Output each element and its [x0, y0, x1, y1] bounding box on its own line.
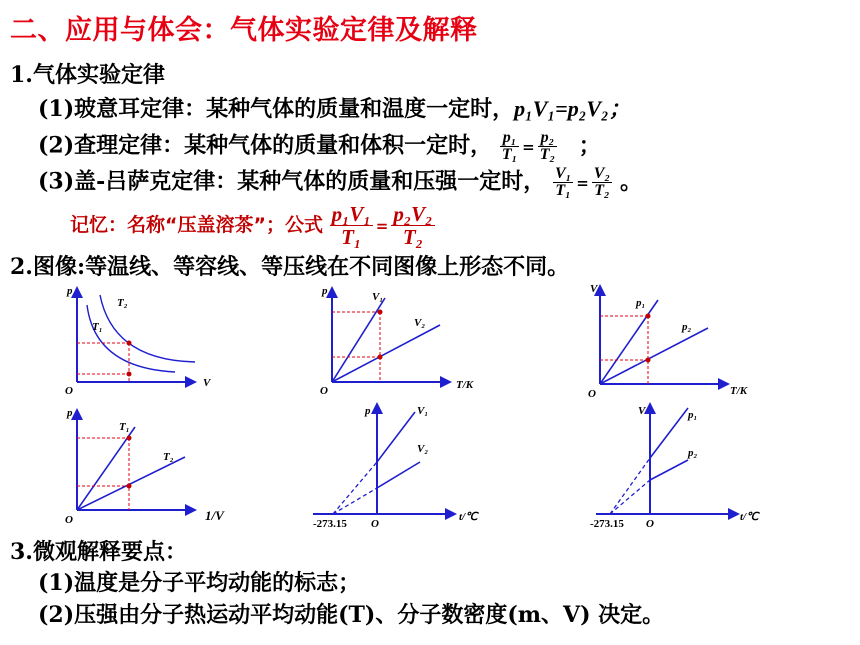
page-title: 二、应用与体会：气体实验定律及解释 [10, 15, 478, 46]
graph-p-inv-v [55, 402, 245, 527]
x-axis-label: t/℃ [459, 511, 478, 523]
law2-text: (2)查理定律：某种气体的质量和体积一定时， [38, 132, 493, 159]
isochore-v1 [332, 298, 385, 382]
curve2-label: T₂ [117, 297, 128, 309]
law3-fraction-1 [553, 166, 573, 199]
curve2-label: p₂ [688, 447, 698, 459]
x-axis-label: V [203, 377, 211, 389]
curve2-label: V₂ [417, 443, 429, 455]
section2-heading [10, 254, 569, 280]
memo-fraction-1 [330, 203, 373, 248]
law2-end: ； [578, 132, 601, 159]
origin-label: O [588, 388, 596, 398]
curve1-label: T₁ [119, 421, 130, 433]
curve1-label: V₁ [417, 405, 429, 417]
law2-frac2-num: p₂ [538, 130, 557, 147]
memo-frac1-num: p₁V₁ [331, 202, 371, 226]
section3-heading [10, 535, 187, 566]
extrapolation-p1 [610, 458, 650, 514]
y-axis-label: V [638, 405, 646, 417]
law2 [38, 130, 601, 163]
origin-label: O [371, 518, 379, 530]
intercept-label: -273.15 [313, 518, 347, 530]
memo-text: 记忆：名称“压盖溶茶”；公式 [70, 214, 323, 236]
law3-text: (3)盖-吕萨克定律：某种气体的质量和压强一定时， [38, 168, 546, 195]
origin-label: O [320, 385, 328, 395]
x-axis-label: T/K [730, 385, 748, 397]
y-axis-label: p [67, 285, 73, 297]
origin-label: O [646, 518, 654, 530]
isobar-p2 [650, 460, 688, 480]
law3-equals: = [576, 173, 589, 192]
x-axis-label: T/K [456, 379, 474, 391]
graph-p-v [55, 280, 230, 395]
y-axis-label: p [365, 405, 371, 417]
graph-v-t [578, 280, 768, 398]
law3-frac1-num: V₁ [554, 165, 572, 182]
extrapolation-v2 [333, 488, 377, 514]
law3-frac2-num: V₂ [593, 165, 611, 182]
isobar-p2 [600, 328, 708, 384]
curve1-label: V₁ [372, 291, 384, 303]
law2-frac1-num: p₁ [500, 130, 519, 147]
curve1-label: T₁ [92, 321, 103, 333]
isotherm-t2 [100, 295, 195, 362]
law1 [38, 96, 631, 122]
graph-p-t [310, 280, 500, 395]
origin-label: O [65, 385, 73, 395]
curve1-label: p₁ [636, 297, 646, 309]
isotherm-t2 [77, 457, 185, 510]
section1-heading [10, 62, 165, 88]
curve2-label: T₂ [163, 451, 174, 463]
y-axis-label: p [67, 407, 73, 419]
section3-point2 [38, 598, 664, 629]
isotherm-t1 [87, 305, 175, 372]
law1-formula: p₁V₁=p₂V₂； [514, 96, 631, 121]
memo-fraction-2 [391, 203, 434, 248]
law2-frac2-den: T₂ [539, 146, 556, 163]
law2-fraction-2 [538, 130, 557, 163]
extrapolation-v1 [333, 462, 377, 514]
curve1-label: p₁ [688, 409, 698, 421]
law1-text: (1)玻意耳定律：某种气体的质量和温度一定时， [38, 96, 515, 122]
memo-equals: = [375, 216, 389, 235]
graph-p-t-celsius [305, 400, 505, 532]
memo-frac1-den: T₁ [341, 225, 362, 249]
law3-frac1-den: T₁ [555, 182, 571, 199]
point1-text: (1)温度是分子平均动能的标志； [38, 570, 361, 596]
intercept-label: -273.15 [590, 518, 624, 530]
curve2-label: V₂ [414, 317, 426, 329]
y-axis-label: V [590, 283, 598, 295]
law3-end: 。 [620, 168, 643, 195]
isochore-v2 [377, 462, 420, 488]
isotherm-t1 [77, 427, 135, 510]
isobar-p1 [650, 408, 688, 458]
curve2-label: p₂ [682, 321, 692, 333]
x-axis-label: 1/V [205, 508, 224, 523]
section2-heading-text: 2.图像:等温线、等容线、等压线在不同图像上形态不同。 [10, 254, 570, 280]
law2-frac1-den: T₁ [501, 146, 518, 163]
origin-label: O [65, 514, 73, 526]
memo-frac2-den: T₂ [402, 225, 423, 249]
point2-text: (2)压强由分子热运动平均动能(T)、分子数密度(m、V) 决定。 [38, 602, 665, 628]
y-axis-label: p [322, 285, 328, 297]
law3-frac2-den: T₂ [594, 182, 610, 199]
law3 [38, 166, 642, 199]
x-axis-label: t/℃ [740, 511, 759, 523]
law3-fraction-2 [592, 166, 612, 199]
section3-heading-text: 3.微观解释要点： [10, 539, 187, 565]
isochore-v2 [332, 325, 440, 382]
law2-equals: = [522, 137, 535, 156]
memo-line [70, 203, 435, 248]
isochore-v1 [377, 412, 415, 462]
law2-fraction-1 [500, 130, 519, 163]
memo-frac2-num: p₂V₂ [393, 202, 433, 226]
isobar-p1 [600, 300, 658, 384]
section3-point1 [38, 566, 360, 597]
graph-v-t-celsius [588, 400, 788, 532]
section1-heading-text: 1.气体实验定律 [10, 62, 165, 88]
